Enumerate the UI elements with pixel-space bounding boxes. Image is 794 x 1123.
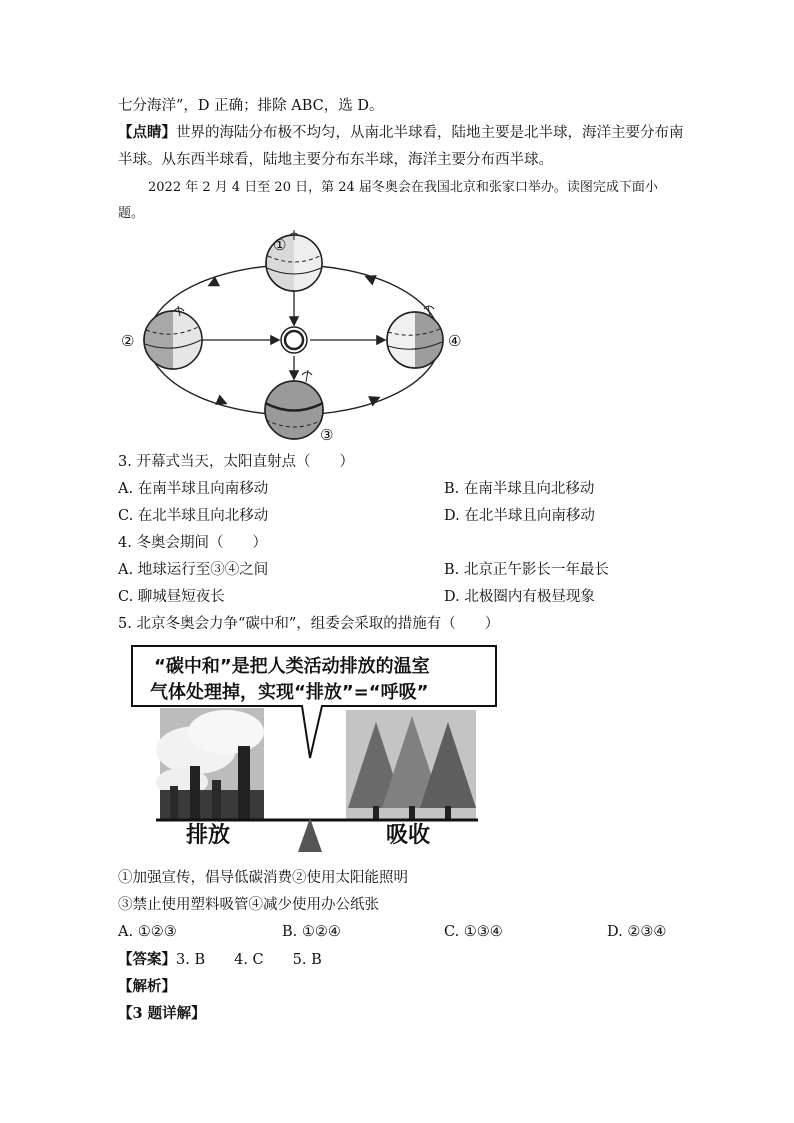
question-5-stem: 5. 北京冬奥会力争“碳中和”，组委会采取的措施有（ ） <box>118 616 500 632</box>
question-5-items-1: ①加强宣传，倡导低碳消费②使用太阳能照明 <box>118 870 408 886</box>
tip-line-1 <box>118 123 684 143</box>
answer-tag: 【答案】 <box>118 951 176 968</box>
question-4-option-d[interactable]: D. 北极圈内有极昼现象 <box>444 589 595 605</box>
question-3-option-c[interactable]: C. 在北半球且向北移动 <box>118 508 269 524</box>
question-5-items-2: ③禁止使用塑料吸管④减少使用办公纸张 <box>118 897 379 913</box>
orbit-label-1: ① <box>273 236 287 254</box>
orbit-label-2: ② <box>121 332 135 350</box>
answer-text: 3. B 4. C 5. B <box>176 952 322 968</box>
question-5-option-c[interactable]: C. ①③④ <box>444 924 503 940</box>
tip-line-2: 半球。从东西半球看，陆地主要分布东半球，海洋主要分布西半球。 <box>118 152 553 168</box>
intro-line-1: 2022 年 2 月 4 日至 20 日，第 24 届冬奥会在我国北京和张家口举办。读图完成下面小 <box>148 180 658 195</box>
question-5-option-d[interactable]: D. ②③④ <box>607 924 667 940</box>
tip-text-1: 世界的海陆分布极不均匀，从南北半球看，陆地主要是北半球，海洋主要分布南 <box>176 125 684 141</box>
label-emission: 排放 <box>186 823 231 848</box>
question-4-option-c[interactable]: C. 聊城昼短夜长 <box>118 589 225 605</box>
label-absorption: 吸收 <box>386 823 431 848</box>
orbit-label-4: ④ <box>448 332 462 350</box>
question-5-option-b[interactable]: B. ①②④ <box>282 924 341 940</box>
orbit-label-3: ③ <box>320 426 334 444</box>
question-4-stem: 4. 冬奥会期间（ ） <box>118 535 267 551</box>
carbon-neutral-figure <box>126 640 506 855</box>
question-3-option-d[interactable]: D. 在北半球且向南移动 <box>444 508 595 524</box>
question-3-option-a[interactable]: A. 在南半球且向南移动 <box>118 481 269 497</box>
earth-position-3 <box>265 370 323 439</box>
question-4-option-b[interactable]: B. 北京正午影长一年最长 <box>444 562 609 578</box>
question-5-option-a[interactable]: A. ①②③ <box>118 924 177 940</box>
earth-position-2 <box>144 306 202 369</box>
question-3-option-b[interactable]: B. 在南半球且向北移动 <box>444 481 595 497</box>
sun-icon <box>281 327 307 353</box>
analysis-heading: 【解析】 <box>118 978 176 995</box>
smokestack-image <box>156 708 264 820</box>
fulcrum <box>298 818 322 852</box>
bubble-line-2: 气体处理掉，实现“排放”=“呼吸” <box>150 682 429 703</box>
question-3-detail-heading: 【3 题详解】 <box>118 1005 206 1022</box>
answer-line <box>118 950 322 970</box>
prev-answer-line: 七分海洋”，D 正确；排除 ABC，选 D。 <box>118 98 384 114</box>
earth-position-4 <box>387 306 443 368</box>
trees-image <box>346 710 476 820</box>
intro-line-2: 题。 <box>118 206 145 221</box>
bubble-line-1: “碳中和”是把人类活动排放的温室 <box>154 656 430 677</box>
orbit-diagram <box>118 228 478 446</box>
question-3-stem: 3. 开幕式当天，太阳直射点（ ） <box>118 454 354 470</box>
tip-tag: 【点睛】 <box>118 124 176 141</box>
question-4-option-a[interactable]: A. 地球运行至③④之间 <box>118 562 269 578</box>
